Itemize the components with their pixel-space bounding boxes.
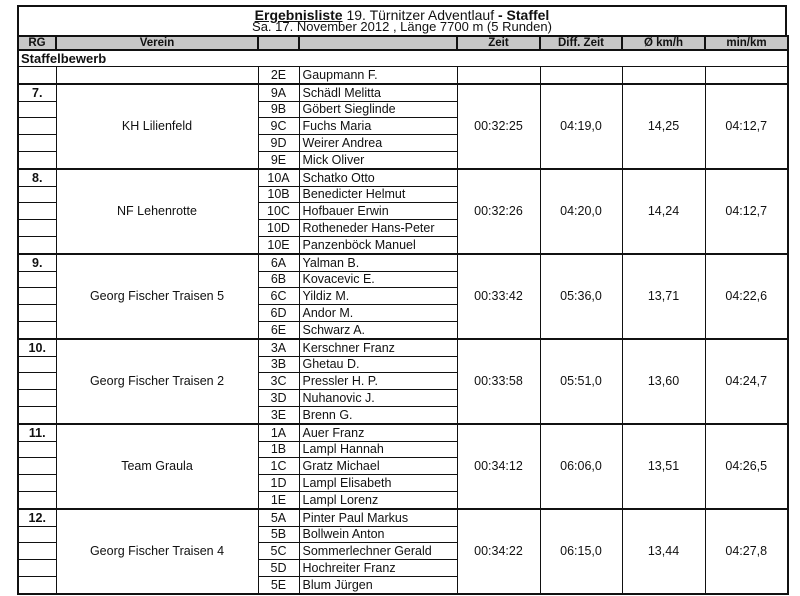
rank-cell — [18, 151, 56, 168]
runner-name-cell: Yalman B. — [299, 254, 457, 271]
runner-name-cell: Rotheneder Hans-Peter — [299, 220, 457, 237]
startnr-cell: 1A — [258, 424, 299, 441]
team-group — [18, 84, 788, 169]
time-cell: 00:33:58 — [457, 339, 540, 424]
startnr-cell: 10B — [258, 186, 299, 203]
team-member-row — [18, 169, 788, 186]
diff-cell: 06:06,0 — [540, 424, 622, 509]
rank-cell — [18, 526, 56, 543]
runner-name-cell: Sommerlechner Gerald — [299, 543, 457, 560]
startnr-cell: 2E — [258, 67, 299, 84]
col-header-startnr — [258, 36, 299, 50]
runner-name-cell: Yildiz M. — [299, 288, 457, 305]
rank-cell — [18, 406, 56, 423]
time-cell: 00:34:12 — [457, 424, 540, 509]
rank-cell — [18, 458, 56, 475]
time-cell: 00:33:42 — [457, 254, 540, 339]
startnr-cell: 3A — [258, 339, 299, 356]
rank-cell — [18, 101, 56, 118]
runner-name-cell: Andor M. — [299, 305, 457, 322]
diff-cell: 06:15,0 — [540, 509, 622, 594]
runner-name-cell: Pressler H. P. — [299, 373, 457, 390]
rank-cell — [18, 271, 56, 288]
startnr-cell: 10D — [258, 220, 299, 237]
startnr-cell: 1B — [258, 441, 299, 458]
startnr-cell: 9D — [258, 135, 299, 152]
runner-name-cell: Auer Franz — [299, 424, 457, 441]
runner-name-cell: Lampl Lorenz — [299, 491, 457, 508]
rank-cell — [18, 373, 56, 390]
rank-cell — [18, 67, 56, 84]
startnr-cell: 1C — [258, 458, 299, 475]
team-member-row — [18, 509, 788, 526]
time-cell: 00:34:22 — [457, 509, 540, 594]
pace-cell: 04:12,7 — [705, 84, 788, 169]
speed-cell: 13,51 — [622, 424, 705, 509]
title-separator: - — [497, 7, 503, 23]
time-cell: 00:32:25 — [457, 84, 540, 169]
rank-cell — [18, 135, 56, 152]
time-cell: 00:32:26 — [457, 169, 540, 254]
club-name: Team Graula — [56, 424, 258, 509]
col-header-rank: RG — [18, 36, 56, 50]
runner-name-cell: Lampl Elisabeth — [299, 475, 457, 492]
speed-cell: 13,71 — [622, 254, 705, 339]
col-header-speed: Ø km/h — [622, 36, 705, 50]
rank-cell: 12. — [18, 509, 56, 526]
team-group — [18, 339, 788, 424]
rank-cell — [18, 475, 56, 492]
runner-name-cell: Weirer Andrea — [299, 135, 457, 152]
startnr-cell: 5A — [258, 509, 299, 526]
team-member-row — [18, 339, 788, 356]
pace-cell: 04:27,8 — [705, 509, 788, 594]
runner-name-cell: Pinter Paul Markus — [299, 509, 457, 526]
diff-cell: 05:36,0 — [540, 254, 622, 339]
runner-name-cell: Blum Jürgen — [299, 576, 457, 593]
diff-cell — [540, 67, 622, 84]
startnr-cell: 10A — [258, 169, 299, 186]
team-group — [18, 254, 788, 339]
startnr-cell: 6E — [258, 321, 299, 338]
rank-cell — [18, 356, 56, 373]
title-block — [17, 5, 787, 35]
rank-cell — [18, 203, 56, 220]
runner-name-cell: Benedicter Helmut — [299, 186, 457, 203]
rank-cell — [18, 236, 56, 253]
runner-name-cell: Lampl Hannah — [299, 441, 457, 458]
runner-name-cell: Panzenböck Manuel — [299, 236, 457, 253]
runner-name-cell: Nuhanovic J. — [299, 390, 457, 407]
rank-cell — [18, 441, 56, 458]
runner-name-cell: Brenn G. — [299, 406, 457, 423]
team-group — [18, 169, 788, 254]
results-sheet — [17, 5, 787, 595]
startnr-cell: 10E — [258, 236, 299, 253]
team-member-row — [18, 254, 788, 271]
rank-cell: 9. — [18, 254, 56, 271]
page-subtitle: Sa. 17. November 2012 , Länge 7700 m (5 Runden) — [252, 19, 552, 34]
startnr-cell: 5D — [258, 560, 299, 577]
club-cell — [56, 67, 258, 84]
club-name: KH Lilienfeld — [56, 84, 258, 169]
startnr-cell: 5C — [258, 543, 299, 560]
club-name: Georg Fischer Traisen 4 — [56, 509, 258, 594]
carryover-row — [18, 67, 788, 84]
rank-cell: 8. — [18, 169, 56, 186]
team-group — [18, 424, 788, 509]
runner-name-cell: Hofbauer Erwin — [299, 203, 457, 220]
runner-name-cell: Fuchs Maria — [299, 118, 457, 135]
startnr-cell: 10C — [258, 203, 299, 220]
startnr-cell: 3E — [258, 406, 299, 423]
speed-cell: 14,25 — [622, 84, 705, 169]
runner-name-cell: Gratz Michael — [299, 458, 457, 475]
diff-cell: 05:51,0 — [540, 339, 622, 424]
section-row — [18, 50, 788, 67]
title-category: Staffel — [506, 7, 550, 23]
rank-cell: 10. — [18, 339, 56, 356]
rank-cell — [18, 305, 56, 322]
startnr-cell: 6A — [258, 254, 299, 271]
club-name: NF Lehenrotte — [56, 169, 258, 254]
startnr-cell: 3B — [258, 356, 299, 373]
startnr-cell: 1E — [258, 491, 299, 508]
runner-name-cell: Ghetau D. — [299, 356, 457, 373]
rank-cell: 7. — [18, 84, 56, 101]
startnr-cell: 6D — [258, 305, 299, 322]
col-header-pace: min/km — [705, 36, 788, 50]
startnr-cell: 9B — [258, 101, 299, 118]
startnr-cell: 9A — [258, 84, 299, 101]
startnr-cell: 3C — [258, 373, 299, 390]
startnr-cell: 6B — [258, 271, 299, 288]
diff-cell: 04:20,0 — [540, 169, 622, 254]
pace-cell: 04:24,7 — [705, 339, 788, 424]
rank-cell: 11. — [18, 424, 56, 441]
rank-cell — [18, 186, 56, 203]
time-cell — [457, 67, 540, 84]
club-name: Georg Fischer Traisen 5 — [56, 254, 258, 339]
col-header-diff: Diff. Zeit — [540, 36, 622, 50]
runner-name-cell: Gaupmann F. — [299, 67, 457, 84]
runner-name-cell: Schwarz A. — [299, 321, 457, 338]
runner-name-cell: Schatko Otto — [299, 169, 457, 186]
club-name: Georg Fischer Traisen 2 — [56, 339, 258, 424]
startnr-cell: 3D — [258, 390, 299, 407]
startnr-cell: 6C — [258, 288, 299, 305]
col-header-time: Zeit — [457, 36, 540, 50]
title-event: 19. Türnitzer Adventlauf — [346, 7, 495, 23]
startnr-cell: 9E — [258, 151, 299, 168]
pace-cell: 04:26,5 — [705, 424, 788, 509]
rank-cell — [18, 576, 56, 593]
team-member-row — [18, 84, 788, 101]
col-header-club: Verein — [56, 36, 258, 50]
pace-cell: 04:22,6 — [705, 254, 788, 339]
pace-cell — [705, 67, 788, 84]
pace-cell: 04:12,7 — [705, 169, 788, 254]
runner-name-cell: Göbert Sieglinde — [299, 101, 457, 118]
team-group — [18, 509, 788, 594]
runner-name-cell: Mick Oliver — [299, 151, 457, 168]
diff-cell: 04:19,0 — [540, 84, 622, 169]
startnr-cell: 5B — [258, 526, 299, 543]
runner-name-cell: Schädl Melitta — [299, 84, 457, 101]
rank-cell — [18, 390, 56, 407]
speed-cell: 13,60 — [622, 339, 705, 424]
speed-cell — [622, 67, 705, 84]
title-heading: Ergebnisliste — [254, 7, 343, 23]
startnr-cell: 9C — [258, 118, 299, 135]
column-header-row — [18, 36, 788, 50]
rank-cell — [18, 118, 56, 135]
col-header-name — [299, 36, 457, 50]
rank-cell — [18, 288, 56, 305]
team-member-row — [18, 424, 788, 441]
speed-cell: 14,24 — [622, 169, 705, 254]
rank-cell — [18, 543, 56, 560]
startnr-cell: 5E — [258, 576, 299, 593]
startnr-cell: 1D — [258, 475, 299, 492]
runner-name-cell: Bollwein Anton — [299, 526, 457, 543]
section-label: Staffelbewerb — [18, 50, 788, 67]
runner-name-cell: Hochreiter Franz — [299, 560, 457, 577]
runner-name-cell: Kerschner Franz — [299, 339, 457, 356]
runner-name-cell: Kovacevic E. — [299, 271, 457, 288]
rank-cell — [18, 220, 56, 237]
rank-cell — [18, 560, 56, 577]
rank-cell — [18, 491, 56, 508]
speed-cell: 13,44 — [622, 509, 705, 594]
results-table — [17, 35, 789, 595]
rank-cell — [18, 321, 56, 338]
